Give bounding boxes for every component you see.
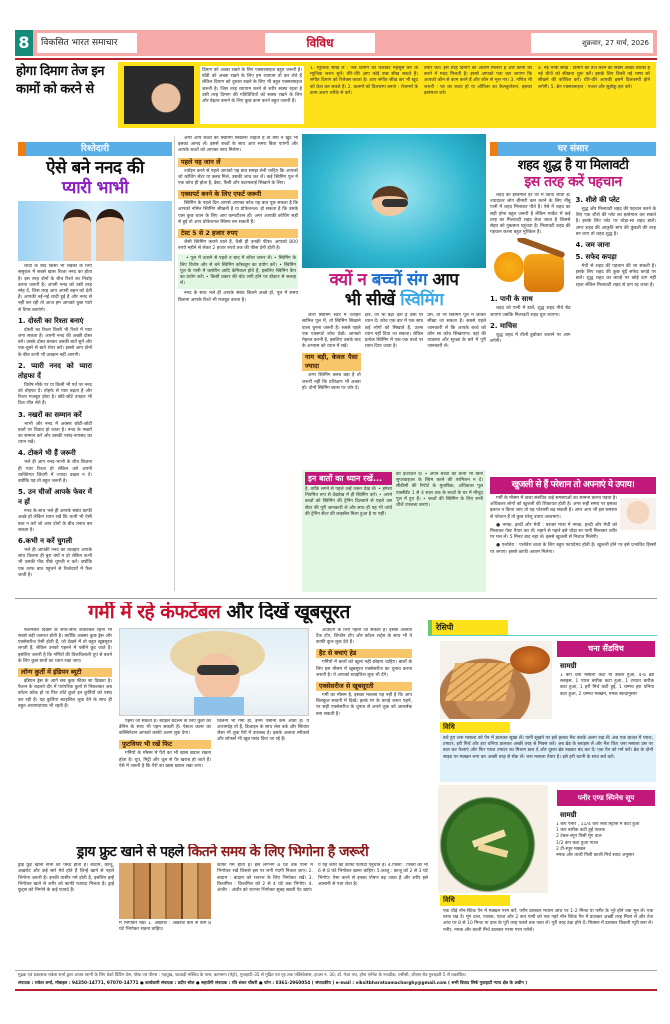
honey-p5: मेथी से शहद की पहचान की जा सकती है। इसके लिए शहद की कुछ बूंदें सफेद कपड़े पर डालें। शुद्ध शहद का कपड़े पर कोई दाग नहीं रहता लेकिन मिलावटी शहद से दाग रह जाता है।	[575, 264, 656, 288]
honey-sub-4: 4. जम जाना	[575, 241, 610, 250]
footer-red-rule	[15, 989, 657, 991]
paper-name: विकसित भारत समाचार	[37, 33, 137, 53]
honey-headline-2: इस तरह करें पहचान	[524, 173, 622, 190]
page-number: 8	[15, 30, 33, 56]
photo-chana-sandwich	[440, 641, 552, 719]
masthead	[15, 30, 657, 56]
recipe-band	[428, 620, 657, 636]
ingredient: 1/2 कप कटा हुआ प्याज	[556, 840, 599, 846]
honey-p2: शहद को पानी में डालें, शुद्ध शहद नीचे बैठ जाएगा जबकि मिलावटी शहद घुल जाएगा।	[490, 306, 571, 318]
swim-columns	[302, 313, 486, 467]
swim-c1b: अगर स्विमिंग क्लब बड़ा है तो जरूरी नहीं कि प्रशिक्षण भी अच्छा हो। दोनों स्विमिंग ब्यास पर जोर दें।	[302, 373, 361, 391]
honey-p1: शहद का इस्तेमाल हर घर में किया जाता है। ज्यादातर लोग बीमारी कम करने के लिए नींबू पानी में शहद मिलाकर पीते हैं। ऐसे में शहद का सही होना बहुत जरूरी है लेकिन मार्केट में कई तरह का मिलावटी शहद बेचा जाता है जिससे सेहत को नुकसान पहुंचता है। मिलावटी शहद की पहचान करना बहुत मुश्किल है।	[490, 193, 571, 236]
recipe-band-label: रेसिपी	[428, 620, 508, 635]
dryfruit-headline	[15, 844, 430, 860]
photo-dry-fruits	[119, 863, 211, 919]
summer-headline-red: गर्मी में रहे कंफर्टेबल	[88, 602, 221, 623]
brain-box	[118, 62, 656, 128]
nanad-headline-2: प्यारी भाभी	[61, 177, 129, 198]
ingredient: 1 कप बारीक कटी हुई पालक	[556, 828, 605, 834]
section-rule	[15, 598, 657, 599]
dryfruit-headline-red: कितने समय के लिए भिगोना है जरूरी	[187, 844, 369, 860]
photo-swimming-child	[302, 134, 486, 268]
swim-side-p3: स्विमिंग के पहले दिन आपसे आपका कोच यह बात पूछ सकता है कि आपको नॉर्मल स्विमिंग सीखनी है या प्रोफेशनल। हो सकता है कि उसके पास कुछ चयन के लिए आए कम्पटीशन हों। अगर आपकी कोचिंग सही से हुई तो आप प्रोफेशनल स्विमर बन सकती हैं।	[178, 201, 298, 225]
summer-col-2	[119, 719, 211, 838]
imprint-line-1: मुद्रक एवं प्रकाशक राकेश शर्मा द्वारा अजय त्यागी के लिए डेको प्रिंटिंग प्रेस, पोस्ट एवं पीएस : गड़पुख, पटवाड़ी मस्जिद के पास, कामरूप (मेट्रो), गुवाहाटी-35 से मुद्रित एवं गृह तक पब्लिकेशंस, हाउस नं. 30, डॉ. नेजा पथ, होना एनेनेट के नजदीक, एसीसी, जीएस रोड गुवाहाटी-5 से प्रकाशित।	[18, 973, 467, 978]
swim-headline-d: भी सीखें	[344, 289, 395, 310]
swim-side-sub-3: टेस्ट 5 से 2 हजार रुपए	[178, 229, 298, 238]
itch-p3: ● एलोवेरा : एलोवेरा त्वचा के लिए बहुत फायदेमंद होती है। खुजली होने पर इसे प्रभावित हिस्सों पर लगाएं। इससे काफी आराम मिलेगा।	[490, 543, 656, 555]
itch-article	[490, 494, 656, 592]
summer-headline	[15, 602, 423, 624]
honey-sub-3: 3. शीशे की प्लेट	[575, 196, 620, 205]
brain-col-2: तैयार करें। इस तरह दिमाग को आराम मिलता है और कामों को करने में मदद मिलती है। इससे आपको पता चल जाएगा कि आपको कौन से काम करने हैं और कौन से भूल गए। 3. गणित भी जरूरी : घर का बजट हो या ऑफिस का कैलकुलेशन, इसका इस्तेमाल करें।	[424, 66, 532, 96]
band-label: घर संसार	[557, 144, 589, 154]
recipe-1-ingredients-label: सामग्री	[560, 662, 577, 670]
tips-left	[305, 472, 392, 590]
brain-headline: होगा दिमाग तेज इन कामों को करने से	[16, 64, 104, 97]
dryfruit-col-2: में भिगोकर रखें। 1. अखरोट : अखरोट कम से कम 8 घंटे भिगोकर रखना चाहिए।	[119, 921, 211, 933]
swim-col-3: प्रेम, तो भी स्विमिंग पूल में जाकर सीखा जा सकता है। सबसे पहले जानकारी लें कि आपके बच्चे को कौन सा कोच सिखाएगा। वहां की व्यवस्था और सुरक्षा के बारे में पूरी जानकारी लें।	[427, 313, 486, 350]
brain-col-3: 4. नई भाषा सीखें : दिमाग को तेज करने का सबसे अच्छा तरीका है नई चीजें को सीखना शुरू करें। इसके लिए किसी नई भाषा को सीखने की कोशिश करें। धीरे-धीरे आपकी इसमें दिलचस्पी होने लगेगी। 5. ब्रेन एक्सरसाइज : पजल और सुडोकू हल करें।	[538, 66, 650, 90]
ingredient: 1 कप पनीर , 11/4 कप लंबी स्ट्रिप्स में कटा हुआ	[556, 822, 640, 827]
honey-p4: शुद्ध और मिलावटी शहद की पहचान करने के लिए एक शीशे की प्लेट का इस्तेमाल कर सकते हैं। इसके लिए प्लेट पर थोड़ा-सा शहद डालें। अगर शहद की आकृति सांप की कुंडली की तरह बन जाए तो शहद शुद्ध है।	[575, 207, 656, 237]
photo-paneer-spinach-soup	[438, 785, 548, 893]
dryfruit-col-1: ड्राई फ्रूट खाना सभी को पसंद होता है। बादाम, काजू, अखरोट और कई सारे मेवे होते हैं जिन्हें खाने से पहले भिगोना जरूरी है। इनकी तासीर गर्म होती है, इसलिए इन्हें भिगोकर खाने से शरीर को काफी फायदा मिलता है। ड्राई फ्रूट्स को भिगोने के कई फायदे हैं।	[18, 863, 114, 893]
honey-section	[490, 142, 656, 474]
honey-sub-1: 1. पानी के साथ	[490, 295, 533, 304]
summer-p3: पहना जा सकता है। स्टाइल बदलने के लिए कुर्ती को डेनिम के साथ भी पहन सकती हैं। पेस्टल कलर का कॉम्बिनेशन आपको काफी अलग लुक देगा।	[119, 718, 211, 737]
summer-section	[15, 602, 423, 838]
itch-headline: खुजली से हैं परेशान तो अपनाएं ये उपाय।	[490, 477, 656, 494]
ingredient: 2 टी-स्पून मक्खन	[556, 846, 586, 852]
summer-p6: आउटिंग के लिए पहना जा सकता है। इसके अलावा टैंक टॉप, शिफॉन टॉप और कॉटन शर्ट्स के साथ भी ये काफी कूल लुक देते हैं।	[316, 627, 412, 646]
photo-thinking-woman	[124, 66, 194, 124]
swim-side-p2: ज्वॉइन करने से पहले आपको यह बात समझ लेनी चाहिए कि आपको जो कोचिंग सेंटर या क्लब मिले, उसकी जांच कर लें। कई स्विमिंग पूल में एक कोच ही होता है, ब्रेस्ट, फैंसी और बटरफ्लाई सिखाने के लिए।	[178, 168, 298, 187]
summer-middle	[119, 628, 309, 838]
ingredient: नमक और ताजी पिसी काली मिर्च स्वाद अनुसार	[556, 853, 635, 859]
nanad-p2: दोस्ती का रिश्ता किसी भी रिश्ते में प्यार जगा सकता है। अपनी ननद की अच्छी दोस्त बनें। उसके दोस्त बनकर उसकी बातें सुनें और एक-दूसरे से बातें शेयर करें। इससे आप दोनों के बीच कभी भी उलझन नहीं आएगी।	[18, 327, 92, 358]
dryfruit-section	[15, 844, 430, 968]
nanad-p5: भले ही आप ननद-भाभी के बीच कितना ही प्यार रिश्ता हो लेकिन उसे अपनी व्यक्तिगत जिंदगी में ज्यादा दखल न दें। क्योंकि यह तो बहुत जरूरी है।	[18, 460, 92, 484]
itch-p1: गर्मी के मौसम में त्वचा संबंधित कई समस्याओं का सामना करना पड़ता है। अधिकतर लोगों को खुजली की शिकायत होती है। अगर सही समय पर इसका इलाज न किया जाए तो यह परेशानी बढ़ सकती है। अगर आप भी इस समस्या से परेशान हैं तो कुछ घरेलू उपाय आजमाएं।	[490, 496, 617, 520]
recipe-2-ingredients-label: सामग्री	[560, 811, 577, 819]
summer-col-3: कितनी भी गर्मी हो, इनमें पसीना कम आता है। ये आरामदेह तो हैं, डिजाइन के साथ लेस वर्क और सितारा जैसा भी लुक पैरों में उपलब्ध है। इसके अलावा स्नीकर्स और लोफर्स भी खूब पसंद किए जा रहे हैं।	[217, 718, 309, 743]
nanad-sub-4: 4. टोकने भी हैं जरूरी	[18, 449, 76, 458]
swim-c1: जारी स्विमिंग सेंटर में ज्वाइन सामिल पूल में, तो स्विमिंग सिखाने वाला चुनना जरूरी है। सबसे पहले एक एक्सपर्ट कोच देखें। आपको मेहनत करनी है, इसलिए उसके बाद के अभ्यास को ध्यान में रखें।	[302, 313, 361, 350]
summer-sub-3: हैट से बचाएं हेड	[316, 649, 412, 658]
itch-p2: ● नमक, हल्दी और मेथी : बराबर मात्रा में नमक, हल्दी और मेथी को मिलाकर पेस्ट तैयार कर लें। नहाने से पहले इसे थोड़ा सा पानी मिलाकर शरीर पर मल लें। 5 मिनट बाद नहा लें। इससे खुजली से निजात मिलेगी।	[490, 522, 617, 541]
dryfruit-body	[15, 863, 430, 968]
dryfruit-col-4: ये यह शरीर को काफी फायदा पहुंचाते हैं। 4.पिस्ता : पिस्ता को भी 6 से 8 घंटे भिगोकर खाना चाहिए। 5.काजू : काजू को 2 से 3 घंटे भिगोएं। ऐसा करने से इनका पोषण बढ़ जाता है और शरीर इसे आसानी से पचा लेता है।	[318, 863, 428, 887]
ingredient: 2 टेबल-स्पून पिसी मूंग दाल	[556, 834, 602, 840]
honey-sub-2: 2. माचिस	[490, 321, 517, 330]
swim-side-p4: जैसी स्विमिंग कराने वाले हैं, वैसी ही उनकी फीस। आपको 800 रुपये महीने से लेकर 2 हजार रुपये तक की फीस देनी होती है।	[178, 240, 298, 252]
nanad-p1: शादी के बाद किसी भी लड़की के लिए ससुराल में सबसे खास रिश्ता ननद का होता है। इस तरह दोनों के बीच रिश्ते का निर्वाह करना जरूरी है। अपनी ननद को उसी तरह स्नेह दें, जिस तरह आप अपनी बहन को देती हैं। आपकी नई-नई शादी हुई है और ननद से नहीं बन रही तो आज हम आपको कुछ प्यारे से टिप्स बताएंगे।	[18, 264, 92, 313]
nanad-sub-6: 6.कभी न करें चुगली	[18, 536, 73, 545]
honey-col-1	[490, 193, 571, 474]
honey-sub-5: 5. सफेद कपड़ा	[575, 253, 617, 262]
recipe-2-method-label: विधि	[440, 895, 510, 906]
swim-side-p5: ननद के साथ भले ही आपके संबंध कितने अच्छे हों, पूल में समय बिताना आपके रिश्ते भी मजबूत करता है।	[178, 291, 298, 303]
swim-headline-a: क्यों न	[329, 270, 367, 290]
photo-two-women	[18, 201, 172, 261]
imprint-line-2: संपादक : राकेश शर्मा, मोबाइल : 94350-14771, 97070-14771 ● कार्यकारी संपादक : प्रदीप सोल ● सहयोगी संपादक : रवि शंकर चौधरी ● फोन : 0361-2960054 ( संपादकीय ) e-mail : viksitbharatsamacharghy@gmail.com ( सभी विवाद सिर्फ गुवाहाटी न्याय क्षेत्र के अधीन )	[18, 981, 528, 986]
recipe-2-ingredients	[556, 822, 656, 892]
nanad-sub-5: 5. उन चीजों आपके फेवर में न हों	[18, 488, 92, 507]
nanad-sub-3: 3. नखरों का सम्मान करें	[18, 410, 82, 419]
swim-section	[302, 134, 486, 592]
recipe-2-method: एक चौड़े नॉन-स्टिक पैन में मक्खन गरम करें, पनीर डालकर मध्यम आंच पर 1-2 मिनट या पनीर के भूरे होने तक भून लें। एक तरफ रख दें। मूंग दाल, पालक, प्याज और 2 कप पानी को एक गहरे नॉन स्टिक पैन में डालकर अच्छी तरह मिला लें और तेज आंच पर 8 से 10 मिनट या दाल के पूरी तरह पकने तक पका लें। पूरी तरह ठंडा होने दें। मिक्सर में डालकर चिकनी प्यूरी बना लें। पनीर, नमक और काली मिर्च डालकर गरमा गरम परोसें।	[443, 909, 653, 933]
nanad-sub-1: 1. दोस्ती का रिश्ता बनाएं	[18, 316, 84, 325]
summer-col-1	[18, 628, 112, 838]
summer-p4: गर्मियों के मौसम में पैरों का भी खास ख्याल रखना होता है। धूप, मिट्टी और धूल से पैर खराब हो जाते हैं। ऐसे में जरूरी है कि पैरों का खास ख्याल रखा जाए।	[119, 751, 211, 769]
nanad-p4: भाभी और ननद में अक्सर छोटी-छोटी बातों पर विवाद हो जाता है। ननद के नखरों का सम्मान करें और उसकी पसंद-नापसंद का ध्यान रखें।	[18, 421, 92, 446]
tips-text-1: है, ताकि लगने से पहले उन्हें जरूर देख लें। • हमेशा नियमित रूप से देखरेख में ही स्विमिंग करें। • अपने बच्चों को स्विमिंग की ट्रेनिंग दिलवाने से पहले उस सेंटर की पूरी जानकारी लें और साथ ही यह भी जांचें की ट्रेनिंग सेंटर की लाइसेंस मिला हुआ है या नहीं।	[305, 487, 392, 517]
nanad-sub-2: 2. प्यारी ननद को प्यारा तोहफा दें	[18, 361, 92, 380]
brain-intro: दिमाग को अच्छा रखने के लिए एक्सरसाइज बहुत जरूरी है। बॉडी को अच्छा रखने के लिए हम व्यायाम तो कर लेते हैं लेकिन दिमाग को दुरुस्त रखने के लिए भी बहुत एक्सरसाइज जरूरी है। जिस तरह व्यायाम करने से शरीर स्वस्थ रहता है उसी तरह दिमाग की गतिविधियों को स्वस्थ रखने के लिए और बेहतर बनाने के लिए कुछ काम करने बहुत जरूरी हैं।	[200, 66, 304, 124]
dryfruit-middle	[119, 863, 211, 968]
nanad-section	[18, 142, 172, 590]
dryfruit-headline-black: ड्राय फ्रुट खाने से पहले	[76, 844, 184, 860]
itch-section	[490, 477, 656, 592]
footer-rule	[15, 970, 657, 971]
recipe-1-ingredients: 1 कप चना मसाला कटा या उबला हुआ, 4-6 ब्रेड स्लाइस, 1 प्याज बारीक कटा हुआ, 1 टमाटर बारीक कटा हुआ, 1 हरी मिर्च कटी हुई, 1 चम्मच हरा धनिया कटा हुआ, 2 चम्मच मक्खन, नमक स्वादानुसार	[560, 673, 654, 697]
honey-p3: शुद्ध शहद में तीली डुबोकर जलाने पर आग लगेगी।	[490, 332, 571, 345]
summer-p8: गर्मी का मौसम है, इसका मतलब यह नहीं है कि आप बिलकुल सादगी में दिखें। हल्के रंग के कपड़े जरूर पहनें, पर सही एक्सेसरीज के चुनाव से अपने लुक को आकर्षक बना सकती हैं।	[316, 693, 412, 717]
photo-woman-neck	[620, 498, 656, 530]
honey-headline-1: शहद शुद्ध है या मिलावटी	[517, 158, 629, 173]
swim-side-column	[178, 136, 298, 590]
swim-col-1	[302, 313, 361, 467]
honey-col-2	[576, 193, 657, 474]
summer-p7: गर्मियों में बालों को खुला नहीं छोड़ना चाहिए। बालों के लिए इस मौसम में खूबसूरत एक्सेसरीज का चुनाव करना जरूरी है। ये आपको स्टाइलिश लुक भी देंगे।	[316, 660, 412, 678]
tips-box	[302, 470, 486, 592]
summer-middle-columns	[119, 719, 309, 838]
nanad-p3: विशेष मौके पर या किसी भी पर्व पर ननद को तोहफा दें। तोहफे से प्यार बढ़ता है और रिश्ता मजबूत होता है। छोटे-छोटे उपहार भी दिल जीत लेते हैं।	[18, 382, 92, 407]
issue-date: शुक्रवार, 27 मार्च, 2026	[531, 33, 653, 53]
nanad-headline-1: ऐसे बने ननद की	[46, 158, 144, 178]
section-band-home	[490, 142, 656, 156]
summer-sub-1: लॉन्ग कुर्ती में इंडियन ब्यूटी	[18, 668, 112, 677]
section-title: विविध	[265, 33, 375, 53]
section-band-relations	[18, 142, 172, 156]
photo-woman-sun-hat	[119, 628, 309, 716]
swim-side-p1: अगर आप बच्चों को स्विमिंग सिखाना चाहती हैं तो क्यों न खुद भी इसका आनंद लें। इससे बच्चों के साथ आप समय बिता पाएंगी और आपके बच्चों को आपका साथ मिलेगा।	[178, 136, 298, 154]
swim-side-sub-2: एक्सपर्ट बनने के लिए एफर्ट जरूरी	[178, 190, 298, 199]
recipe-2-title: पनीर एण्ड स्पिनेच सूप	[557, 790, 655, 806]
tips-text-2: की इजाजत दें। • अपने बच्चों को कभी भी बिना सुपरवाइजर के स्विम करने की परमिशन न दें। सीडीसी की रिपोर्ट के मुताबिक, अधिकतर पूल एक्सीडेंट 1 से 4 साल तक के बच्चों के घर में मौजूद पूल में हुए हैं। • बच्चों की स्विमिंग के लिए सभी चीजें उपलब्ध कराएं।	[396, 472, 483, 509]
nanad-p7: भले ही आपकी ननद का व्यवहार आपके साथ कितना ही बुरा क्यों न हो लेकिन कभी भी उसकी पीठ पीछे चुगली न करें। क्योंकि एक तरफ बात पहुंचने से रिश्तेदारों में फैल जाती है।	[18, 547, 92, 578]
photo-honey-jar	[490, 238, 571, 292]
summer-sub-4: एक्सेसरीज से खूबसूरती	[316, 682, 412, 691]
swim-headline-e: स्विमिंग	[400, 289, 444, 310]
brain-col-1: 1. म्यूजिक सीख लें : जब दिमाग की थकावट महसूस करें तो म्यूजिक जरूर सुनें। धीरे-धीरे आप कोई वाद्य सीख सकते हैं। संगीत दिमाग को रिलैक्स करता है। आप संगीत सीख कर भी खुद को फ्रेश कर सकते हैं। 2. कलमों को दिलचस्प बनाएं : रोजमर्रा के काम अलग तरीके से करें।	[310, 66, 418, 96]
swim-side-sub-1: पहले यह जान लें	[178, 158, 298, 167]
swim-headline-c: आप	[432, 270, 459, 290]
summer-col-4	[316, 628, 412, 838]
tips-title: इन बातों का ध्यान रखें...	[305, 472, 392, 485]
recipe-1-method: बचे हुए चना मसाला को पैन में डालकर सूखा लें। पानी सूखने पर इसे हल्का मैश करके अलग रख लें। अब एक बाउल में प्याज, टमाटर, हरी मिर्च और हरा धनिया डालकर अच्छी तरह से मिक्स करें। अब ब्रेड के स्लाइस लें और मैश किए चना मसाला उस पर डाल कर फैलाएं और फिर प्याज टमाटर का मिश्रण डाल दें और दूसरा ब्रेड रखकर बंद कर दें। एक पैन को गर्म करें। ब्रेड के दोनों साइड पर मक्खन लगा कर अच्छी तरह से सेंक लें। चना मसाला तैयार है। इसे हरी चटनी के साथ सर्व करें।	[440, 734, 656, 782]
band-label: रिश्तेदारी	[80, 144, 110, 154]
summer-p2: इंडियन ड्रेस के आगे सब कुछ फीका सा दिखता है। फैशन के बदलते दौर में पारंपरिक कुर्ता से निकलकर अब कॉटन फ्रॉक हो या फिर शॉर्ट कुर्ता इन कुर्तियों को पसंद कर रही हैं। यह कुर्तियां स्टाइलिश लुक देने के साथ ही बहुत आरामदायक भी रहती हैं।	[18, 679, 112, 709]
nanad-article	[18, 264, 172, 590]
summer-headline-black: और दिखें खूबसूरत	[226, 602, 350, 623]
header-rule	[15, 58, 657, 60]
summer-p1: फैशनेबल दिखने के साथ-साथ कंफर्टेबल रहना भी सबसे बड़ी जरूरत होती है। क्योंकि अक्सर कुछ ड्रेस और एक्सेसरीज ऐसी होती हैं, जो देखने में तो बहुत खूबसूरत लगती हैं, लेकिन उनको पहनने में पसीने छूट जाते हैं। इसलिए जरूरी है कि गर्मियों की चिलचिलाती धूप से बचने के लिए कुछ बातों का ध्यान रखा जाए।	[18, 627, 112, 664]
swim-sub-1: नाम बड़ी, केवल पैसा ज्यादा	[302, 353, 361, 371]
nanad-p6: ननद के साथ भले ही आपके संबंध काफी अच्छे हों लेकिन ध्यान रखें कि कभी भी ऐसी बात न करें जो आप दोनों के बीच तनाव बन सकता है।	[18, 509, 92, 533]
swim-col-2: क्षेत्र, जो भी बढ़ा देता है उसी पर ध्यान दें। कोच एक बार में एक साथ कई लोगों को सिखाते हैं, उतना ध्यान नहीं दिया जा सकता। लेकिन प्रत्येक स्विमिंग में एक-एक बच्चे पर ध्यान दिया जाता है।	[364, 313, 424, 350]
recipe-1-title: चना सैंडविच	[557, 641, 655, 657]
summer-sub-2: फुटवियर भी रखें फिट	[119, 740, 211, 749]
dryfruit-col-3: काफी गर्म होती है। इसे लगभग 8 घंटे तक पानी में भिगोकर रखें जिससे इस पर लगी गंदगी निकल जाए। 2. बादाम : बादाम को रातभर के लिए भिगोकर रखें। 3. किशमिश : किशमिश को 2 से 4 घंटे तक भिगोएं। 4. अंजीर : अंजीर को रातभर भिगोकर सुबह खाली पेट खाएं।	[217, 863, 313, 893]
summer-body	[15, 628, 423, 838]
swim-safety-tips: • पूल में उतरने से पहले व बाद में शॉवर जरूर लें। • स्विमिंग के लिए विशेष और से बने स्विमिंग कॉस्ट्यूम का प्रयोग करें। • स्विमिंग पूल के पानी में क्लोरीन आदि केमिकल होते हैं, इसलिए स्विमिंग कैप का प्रयोग करें। • किसी प्रकार की चोट लगी होने पर डॉक्टर से सलाह लें।	[178, 254, 298, 289]
recipe-1-method-label: विधि	[440, 722, 510, 733]
honey-columns	[490, 193, 656, 474]
swim-headline-b: बच्चों संग	[371, 270, 427, 290]
swim-headline	[302, 271, 486, 310]
column-divider	[174, 136, 175, 591]
